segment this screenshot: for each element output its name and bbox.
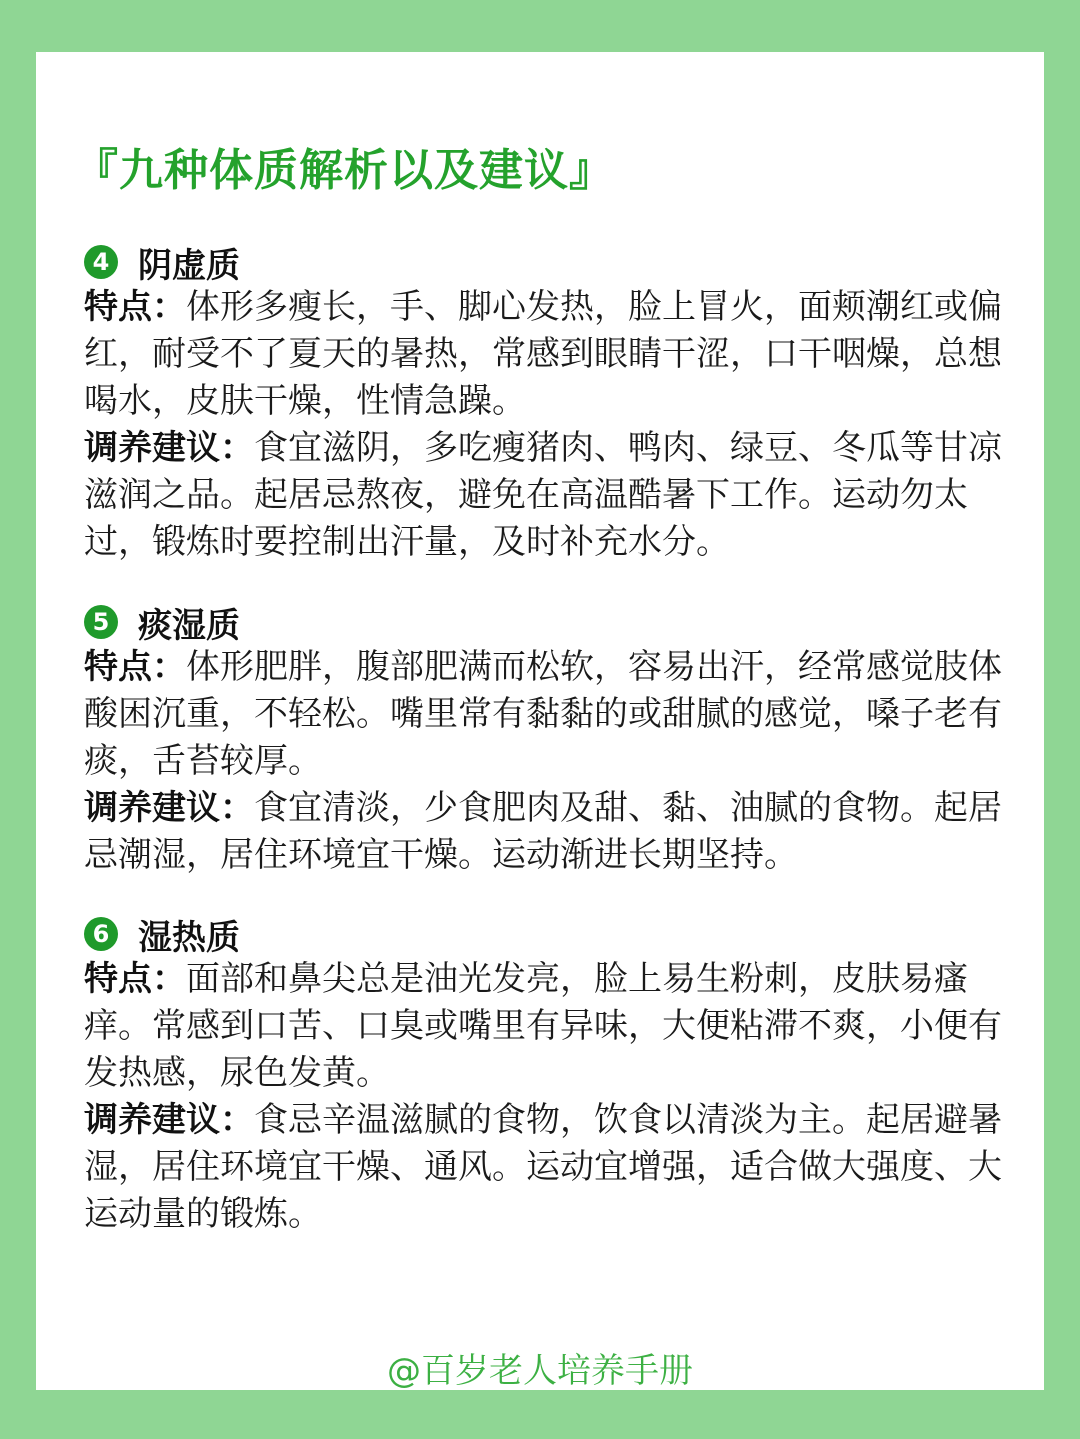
advice-text: 食忌辛温滋腻的食物，饮食以清淡为主。起居避暑湿，居住环境宜干燥、通风。运动宜增强，适合做大强度、大运动量的锻炼。: [84, 1100, 1002, 1234]
advice-text: 食宜滋阴，多吃瘦猪肉、鸭肉、绿豆、冬瓜等甘凉滋润之品。起居忌熬夜，避免在高温酷暑下工作。运动勿太过，锻炼时要控制出汗量，及时补充水分。: [84, 428, 1002, 562]
advice-label: 调养建议：: [84, 428, 254, 468]
number-badge-icon: 5: [84, 605, 118, 639]
page-title: 『九种体质解析以及建议』: [74, 145, 614, 196]
section-title: 阴虚质: [138, 245, 240, 286]
features-text: 面部和鼻尖总是油光发亮，脸上易生粉刺，皮肤易瘙痒。常感到口苦、口臭或嘴里有异味，大便粘滞不爽，小便有发热感，尿色发黄。: [84, 959, 1002, 1093]
section-title: 痰湿质: [138, 605, 240, 646]
section-heading: [84, 912, 1004, 956]
section-heading: [84, 240, 1004, 284]
advice-label: 调养建议：: [84, 788, 254, 828]
features-label: 特点：: [84, 647, 186, 687]
features-paragraph: [84, 284, 1004, 425]
author-footer: @百岁老人培养手册: [387, 1351, 693, 1391]
features-label: 特点：: [84, 959, 186, 999]
advice-paragraph: [84, 425, 1004, 566]
section-title: 湿热质: [138, 917, 240, 958]
content-card: [36, 52, 1044, 1390]
features-label: 特点：: [84, 287, 186, 327]
features-paragraph: [84, 644, 1004, 785]
number-badge-icon: 6: [84, 917, 118, 951]
advice-paragraph: [84, 785, 1004, 879]
features-text: 体形多瘦长，手、脚心发热，脸上冒火，面颊潮红或偏红，耐受不了夏天的暑热，常感到眼睛干涩，口干咽燥，总想喝水，皮肤干燥，性情急躁。: [84, 287, 1002, 421]
advice-paragraph: [84, 1097, 1004, 1238]
section-tanshi: [84, 600, 1004, 879]
section-shire: [84, 912, 1004, 1238]
section-yinxu: [84, 240, 1004, 566]
section-heading: [84, 600, 1004, 644]
features-text: 体形肥胖，腹部肥满而松软，容易出汗，经常感觉肢体酸困沉重，不轻松。嘴里常有黏黏的或甜腻的感觉，嗓子老有痰，舌苔较厚。: [84, 647, 1002, 781]
number-badge-icon: 4: [84, 245, 118, 279]
features-paragraph: [84, 956, 1004, 1097]
advice-label: 调养建议：: [84, 1100, 254, 1140]
advice-text: 食宜清淡，少食肥肉及甜、黏、油腻的食物。起居忌潮湿，居住环境宜干燥。运动渐进长期坚持。: [84, 788, 1002, 875]
